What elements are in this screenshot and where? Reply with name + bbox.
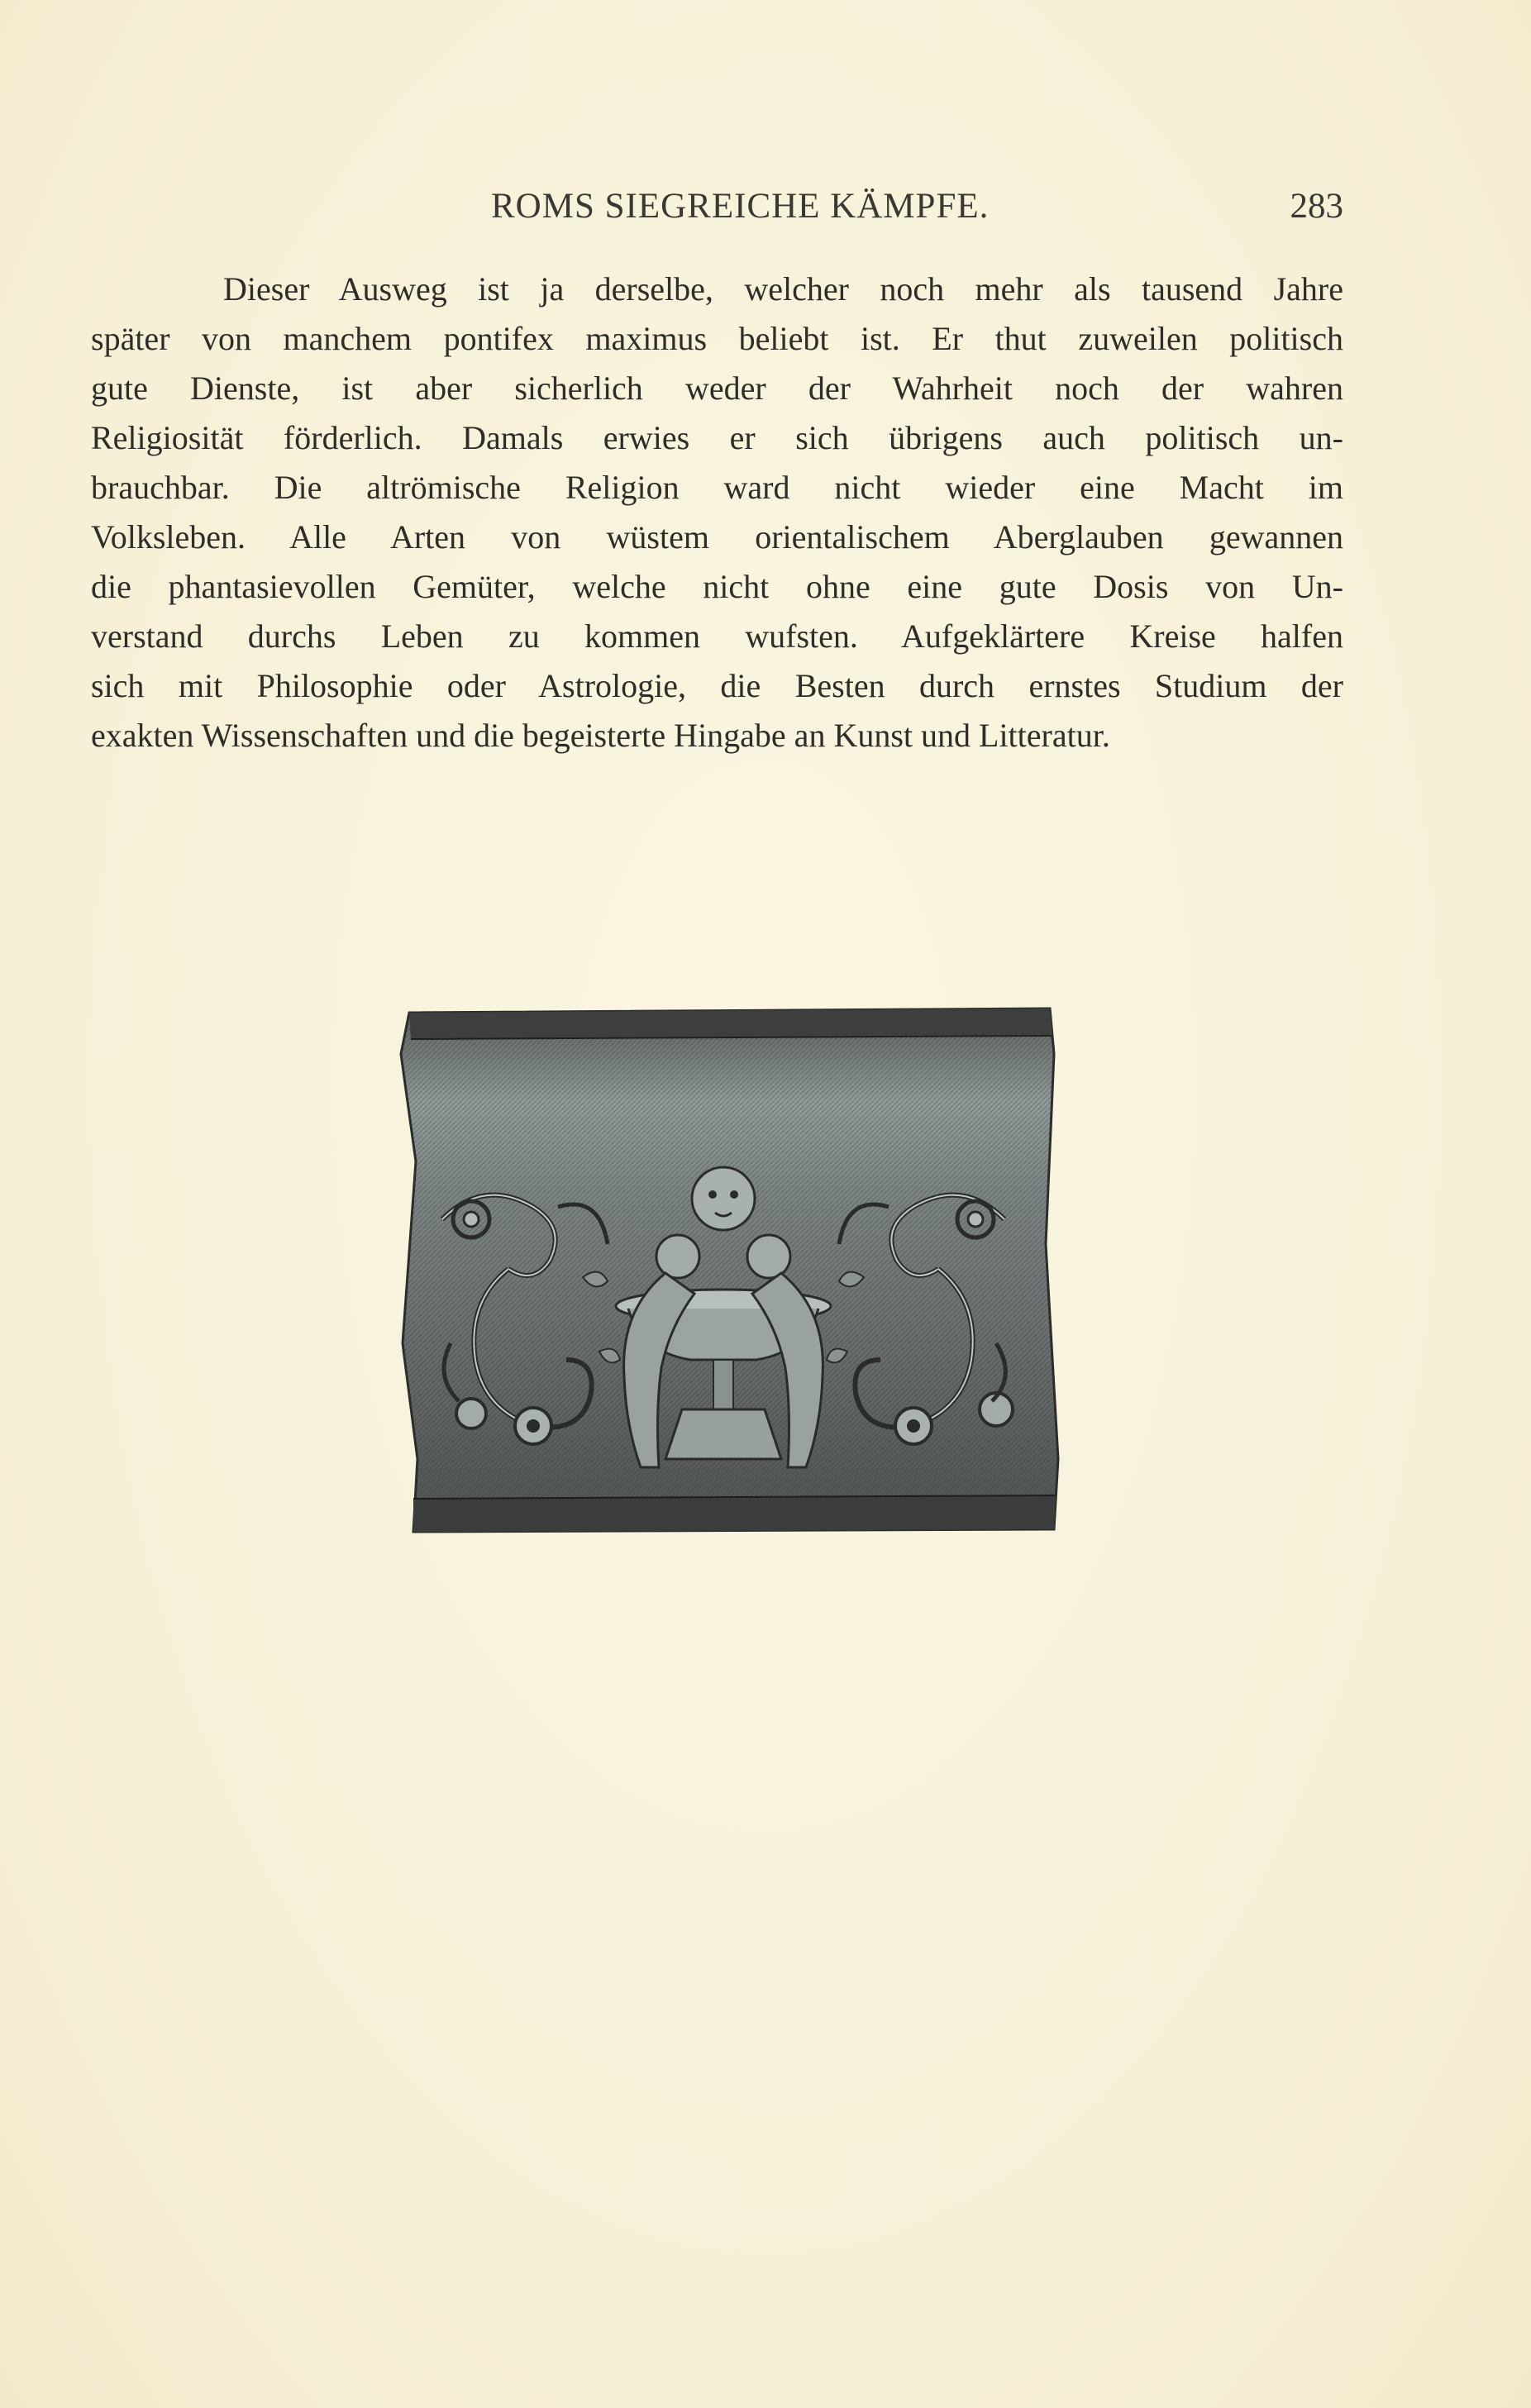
paragraph-line: exakten Wissenschaften und die begeisterte Hingabe an Kunst und Litteratur. [91,717,1110,754]
running-title: ROMS SIEGREICHE KÄMPFE. [491,187,990,226]
paragraph-line: die phantasievollen Gemüter, welche nicht ohne eine gute Dosis von Un- [91,568,1343,605]
relief-illustration [393,996,1062,1533]
relief-engraving-image [393,996,1062,1533]
paragraph-line: sich mit Philosophie oder Astrologie, die Besten durch ernstes Studium der [91,667,1343,704]
paragraph-line: verstand durchs Leben zu kommen wufsten. Aufgeklärtere Kreise halfen [91,617,1343,655]
page-number: 283 [1290,187,1343,226]
paragraph-line: gute Dienste, ist aber sicherlich weder der Wahrheit noch der wahren [91,370,1343,407]
paragraph-line: Religiosität förderlich. Damals erwies er sich übrigens auch politisch un- [91,419,1343,456]
paragraph-line: Dieser Ausweg ist ja derselbe, welcher noch mehr als tausend Jahre [223,270,1343,308]
page-header [91,186,1343,236]
paragraph-line: brauchbar. Die altrömische Religion ward nicht wieder eine Macht im [91,469,1343,506]
paragraph-line: Volksleben. Alle Arten von wüstem orientalischem Aberglauben gewannen [91,518,1343,556]
paragraph [91,265,1343,761]
paragraph-line: später von manchem pontifex maximus beliebt ist. Er thut zuweilen politisch [91,320,1343,357]
